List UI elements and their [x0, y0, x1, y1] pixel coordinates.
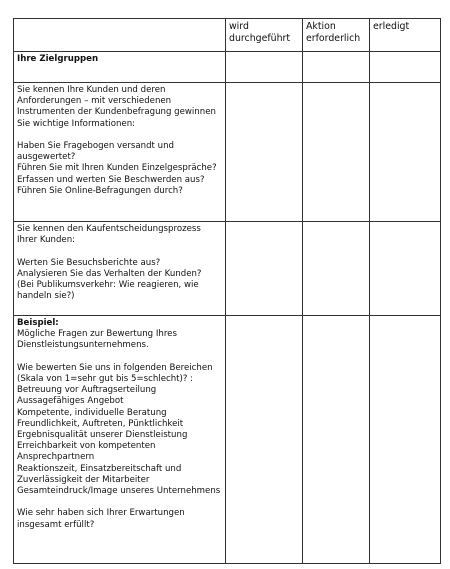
header-cell-empty: [14, 19, 226, 52]
header-cell-erledigt: erledigt: [370, 19, 441, 52]
question-text: Mögliche Fragen zur Bewertung Ihres Dienstleistungsunternehmens. Wie bewerten Sie uns in folgenden Bereichen (Skala von 1=sehr gut bis 5=schlecht)? : Betreuung vor Auftragserteilung Aussagefähiges Angebot Kompetente, individuelle Beratung Freundlichkeit, Auftreten, Pünktlichkeit Ergebnisqualität unserer Dienstleistung Erreichbarkeit von kompetenten Ansprechpartnern Reaktionszeit, Einsatzbereitschaft und Zuverlässigkeit der Mitarbeiter Gesamteindruck/Image unseres Unternehmens Wie sehr haben sich Ihrer Erwartungen insgesamt erfüllt?: [17, 329, 221, 530]
table-row: [14, 316, 441, 564]
header-row: [14, 19, 441, 52]
empty-cell: [370, 222, 441, 316]
empty-cell: [303, 83, 370, 222]
question-text: Sie kennen den Kaufentscheidungsprozess Ihrer Kunden: Werten Sie Besuchsberichte aus? Analysieren Sie das Verhalten der Kunden? (Bei Publikumsverkehr: Wie reagieren, wie handeln sie?): [17, 224, 202, 302]
empty-cell: [226, 83, 303, 222]
table-row: [14, 83, 441, 222]
empty-cell: [370, 316, 441, 564]
example-label: Beispiel:: [17, 318, 59, 328]
empty-cell: [226, 52, 303, 83]
checklist-table: [13, 18, 441, 564]
question-text: Sie kennen Ihre Kunden und deren Anforderungen – mit verschiedenen Instrumenten der Kundenbefragung gewinnen Sie wichtige Informationen: Haben Sie Fragebogen versandt und ausgewertet? Führen Sie mit Ihren Kunden Einzelgespräche? Erfassen und werten Sie Beschwerden aus? Führen Sie Online-Befragungen durch?: [17, 85, 217, 196]
empty-cell: [303, 222, 370, 316]
empty-cell: [370, 52, 441, 83]
empty-cell: [370, 83, 441, 222]
header-cell-aktion-erforderlich: Aktion erforderlich: [303, 19, 370, 52]
empty-cell: [226, 222, 303, 316]
question-cell: [14, 316, 226, 564]
question-cell: [14, 222, 226, 316]
empty-cell: [226, 316, 303, 564]
table-row: [14, 222, 441, 316]
section-title-row: [14, 52, 441, 83]
question-cell: [14, 83, 226, 222]
empty-cell: [303, 316, 370, 564]
empty-cell: [303, 52, 370, 83]
section-title: Ihre Zielgruppen: [14, 52, 226, 83]
header-cell-wird-durchgefuehrt: wird durchgeführt: [226, 19, 303, 52]
